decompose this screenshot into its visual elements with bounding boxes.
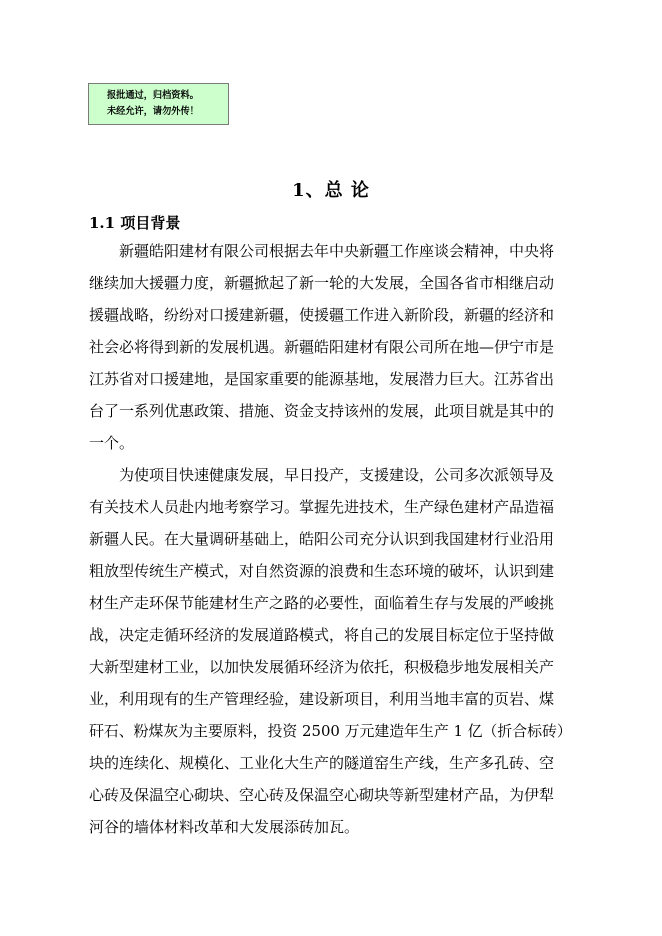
paragraph-1-line: 援疆战略，纷纷对口援建新疆，使援疆工作进入新阶段，新疆的经济和 — [89, 306, 555, 324]
paragraph-2-line: 为使项目快速健康发展，早日投产，支援建设，公司多次派领导及 — [119, 466, 555, 484]
chapter-title: 1、总 论 — [292, 180, 370, 201]
paragraph-1-line: 江苏省对口援建地，是国家重要的能源基地，发展潜力巨大。江苏省出 — [89, 370, 555, 388]
paragraph-1-line: 继续加大援疆力度，新疆掀起了新一轮的大发展，全国各省市相继启动 — [89, 274, 555, 292]
section-heading: 1.1 项目背景 — [89, 214, 181, 232]
paragraph-2-line: 战，决定走循环经济的发展道路模式，将自己的发展目标定位于坚持做 — [89, 626, 555, 644]
paragraph-2-line: 块的连续化、规模化、工业化大生产的隧道窑生产线，生产多孔砖、空 — [89, 754, 555, 772]
paragraph-2-line: 粗放型传统生产模式，对自然资源的浪费和生态环境的破坏，认识到建 — [89, 562, 555, 580]
paragraph-2-line: 有关技术人员赴内地考察学习。掌握先进技术，生产绿色建材产品造福 — [89, 498, 555, 516]
paragraph-2-line: 河谷的墙体材料改革和大发展添砖加瓦。 — [89, 818, 360, 836]
paragraph-1-line: 台了一系列优惠政策、措施、资金支持该州的发展，此项目就是其中的 — [89, 402, 555, 420]
paragraph-1-line: 新疆皓阳建材有限公司根据去年中央新疆工作座谈会精神，中央将 — [119, 242, 555, 260]
paragraph-2-line: 大新型建材工业，以加快发展循环经济为依托，积极稳步地发展相关产 — [89, 658, 555, 676]
paragraph-2-line: 材生产走环保节能建材生产之路的必要性，面临着生存与发展的严峻挑 — [89, 594, 555, 612]
notice-line-2: 未经允许，请勿外传！ — [107, 106, 199, 117]
paragraph-2-line: 业，利用现有的生产管理经验，建设新项目，利用当地丰富的页岩、煤 — [89, 690, 555, 708]
paragraph-1-line: 社会必将得到新的发展机遇。新疆皓阳建材有限公司所在地—伊宁市是 — [89, 338, 555, 356]
paragraph-2-line: 新疆人民。在大量调研基础上，皓阳公司充分认识到我国建材行业沿用 — [89, 530, 555, 548]
notice-line-1: 报批通过，归档资料。 — [107, 90, 199, 101]
paragraph-1-line: 一个。 — [89, 434, 135, 452]
notice-box — [88, 83, 229, 125]
paragraph-2-line: 矸石、粉煤灰为主要原料，投资 2500 万元建造年生产 1 亿（折合标砖） — [89, 722, 572, 740]
paragraph-2-line: 心砖及保温空心砌块、空心砖及保温空心砌块等新型建材产品，为伊犁 — [89, 786, 555, 804]
